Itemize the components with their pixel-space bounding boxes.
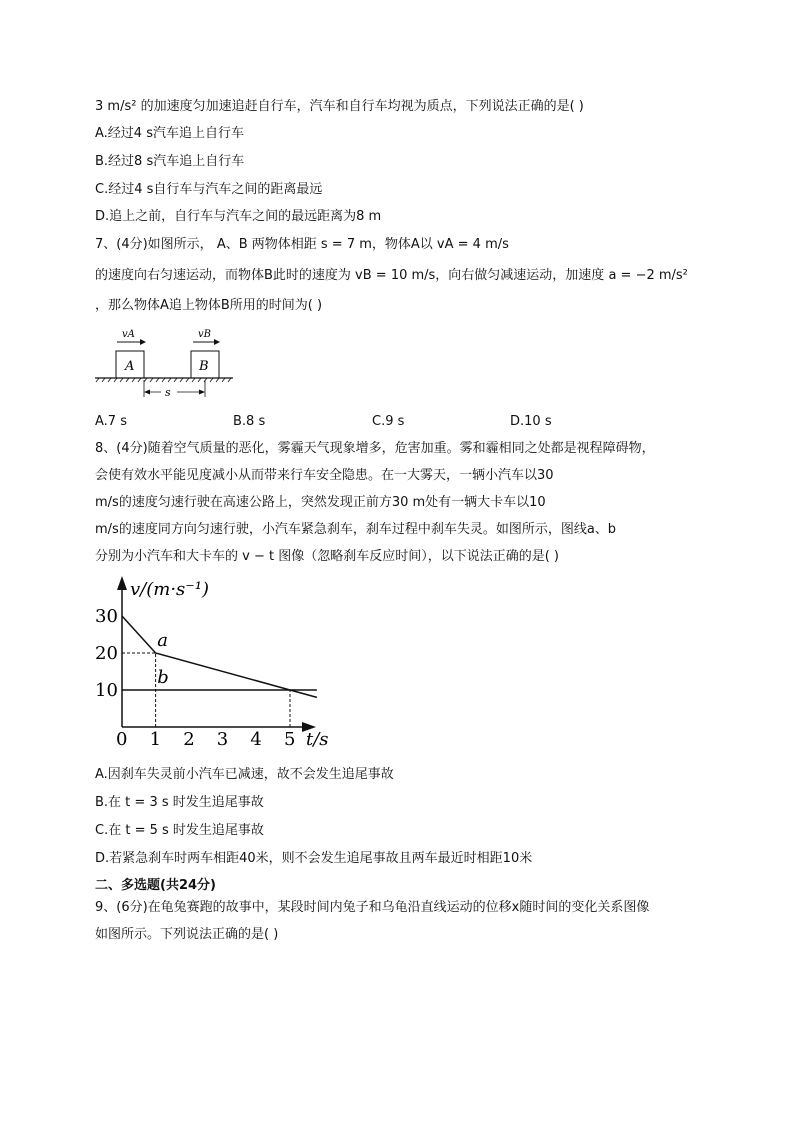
q8-line-4: m/s的速度同方向匀速行驶，小汽车紧急刹车，刹车过程中刹车失灵。如图所示，图线a、b bbox=[95, 522, 617, 537]
q8-option-c: C.在 t = 5 s 时发生追尾事故 bbox=[95, 823, 264, 838]
x-tick-label-5: 5 bbox=[284, 729, 296, 750]
q6-stem: 3 m/s² 的加速度匀加速追赶自行车，汽车和自行车均视为质点，下列说法正确的是( ) bbox=[95, 99, 584, 114]
q7-line-2: 的速度向右匀速运动，而物体B此时的速度为 vB = 10 m/s，向右做匀减速运动，加速度 a = −2 m/s² bbox=[95, 268, 688, 283]
y-axis-label: v/(m·s⁻¹) bbox=[130, 579, 210, 600]
q8-line-3: m/s的速度匀速行驶在高速公路上，突然发现正前方30 m处有一辆大卡车以10 bbox=[95, 495, 546, 510]
q6-option-c: C.经过4 s自行车与汽车之间的距离最远 bbox=[95, 182, 323, 197]
q8-option-d: D.若紧急刹车时两车相距40米，则不会发生追尾事故且两车最近时相距10米 bbox=[95, 851, 533, 866]
q7-line-1: 7、(4分)如图所示， A、B 两物体相距 s = 7 m，物体A以 vA = 4 m/s bbox=[95, 237, 509, 252]
y-tick-label-10: 10 bbox=[95, 680, 118, 701]
q8-option-b: B.在 t = 3 s 时发生追尾事故 bbox=[95, 795, 264, 810]
q8-vt-chart bbox=[90, 572, 340, 752]
q7-option-c: C.9 s bbox=[372, 414, 405, 429]
q7-label-A: A bbox=[125, 359, 135, 374]
x-tick-label-1: 1 bbox=[149, 729, 162, 750]
q7-figure bbox=[95, 325, 240, 403]
x-tick-label-0: 0 bbox=[116, 729, 128, 750]
q8-line-2: 会使有效水平能见度减小从而带来行车安全隐患。在一大雾天，一辆小汽车以30 bbox=[95, 468, 554, 483]
q7-line-3: ，那么物体A追上物体B所用的时间为( ) bbox=[95, 298, 323, 313]
q8-option-a: A.因刹车失灵前小汽车已减速，故不会发生追尾事故 bbox=[95, 767, 394, 782]
q7-option-a: A.7 s bbox=[95, 414, 127, 429]
y-tick-label-30: 30 bbox=[95, 606, 118, 627]
q7-label-vA: vA bbox=[122, 329, 135, 340]
x-tick-label-4: 4 bbox=[250, 729, 262, 750]
q7-option-d: D.10 s bbox=[510, 414, 552, 429]
x-axis-label: t/s bbox=[306, 729, 329, 750]
x-tick-label-2: 2 bbox=[183, 729, 195, 750]
y-tick-label-20: 20 bbox=[95, 643, 118, 664]
q9-line-2: 如图所示。下列说法正确的是( ) bbox=[95, 927, 279, 942]
q7-label-vB: vB bbox=[198, 329, 211, 340]
q6-option-a: A.经过4 s汽车追上自行车 bbox=[95, 126, 244, 141]
q8-line-1: 8、(4分)随着空气质量的恶化，雾霾天气现象增多，危害加重。雾和霾相同之处都是视程障碍物， bbox=[95, 441, 655, 456]
series-label-b: b bbox=[157, 667, 169, 688]
q8-line-5: 分别为小汽车和大卡车的 v − t 图像（忽略刹车反应时间），以下说法正确的是( ) bbox=[95, 549, 559, 564]
section-title: 二、多选题(共24分) bbox=[95, 878, 216, 893]
q7-label-B: B bbox=[199, 359, 209, 374]
y-axis-arrow bbox=[117, 576, 127, 590]
q6-option-d: D.追上之前，自行车与汽车之间的最远距离为8 m bbox=[95, 209, 382, 224]
q7-option-b: B.8 s bbox=[233, 414, 266, 429]
series-line-a bbox=[122, 616, 317, 697]
q9-line-1: 9、(6分)在龟兔赛跑的故事中，某段时间内兔子和乌龟沿直线运动的位移x随时间的变化关系图像 bbox=[95, 900, 650, 915]
q6-option-b: B.经过8 s汽车追上自行车 bbox=[95, 154, 245, 169]
q7-label-s: s bbox=[165, 386, 171, 399]
x-tick-label-3: 3 bbox=[216, 729, 229, 750]
series-label-a: a bbox=[157, 630, 169, 651]
